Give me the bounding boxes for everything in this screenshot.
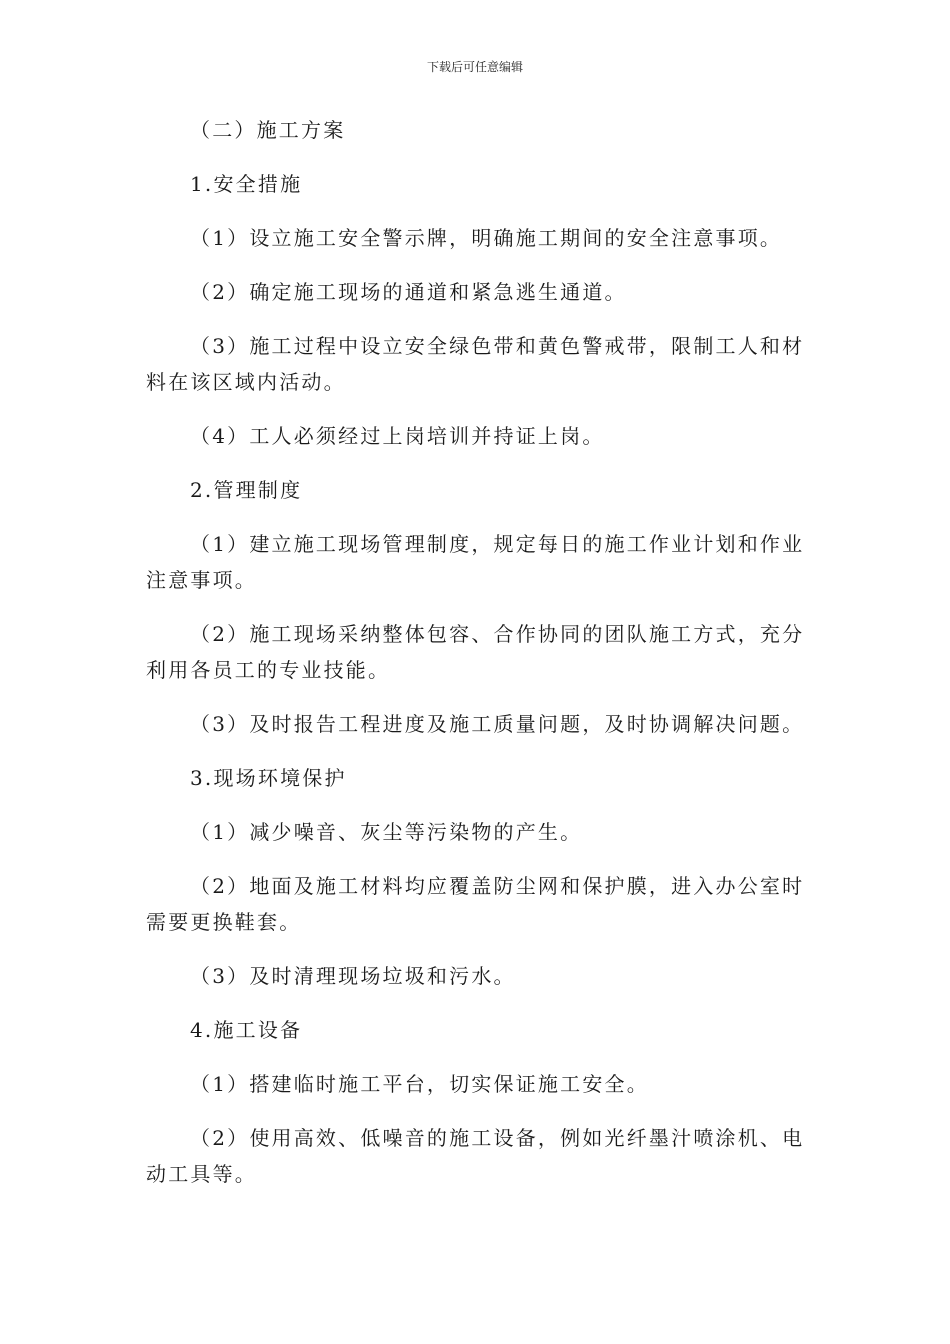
list-item: （3）施工过程中设立安全绿色带和黄色警戒带，限制工人和材料在该区域内活动。 bbox=[146, 334, 805, 394]
list-item: （2）使用高效、低噪音的施工设备，例如光纤墨汁喷涂机、电动工具等。 bbox=[146, 1126, 805, 1186]
list-item: （2）地面及施工材料均应覆盖防尘网和保护膜，进入办公室时需要更换鞋套。 bbox=[146, 874, 805, 934]
section-heading: （二）施工方案 bbox=[190, 118, 346, 142]
list-item: （3）及时报告工程进度及施工质量问题，及时协调解决问题。 bbox=[190, 712, 805, 736]
list-item: （4）工人必须经过上岗培训并持证上岗。 bbox=[190, 424, 605, 448]
document-body bbox=[146, 112, 808, 1210]
list-item: （1）设立施工安全警示牌，明确施工期间的安全注意事项。 bbox=[190, 226, 783, 250]
list-item: （1）减少噪音、灰尘等污染物的产生。 bbox=[190, 820, 583, 844]
list-item: （1）搭建临时施工平台，切实保证施工安全。 bbox=[190, 1072, 649, 1096]
list-item: （2）施工现场采纳整体包容、合作协同的团队施工方式，充分利用各员工的专业技能。 bbox=[146, 622, 805, 682]
subsection-heading: 3.现场环境保护 bbox=[190, 766, 347, 790]
page-header-note: 下载后可任意编辑 bbox=[426, 60, 523, 74]
list-item: （3）及时清理现场垃圾和污水。 bbox=[190, 964, 516, 988]
list-item: （2）确定施工现场的通道和紧急逃生通道。 bbox=[190, 280, 627, 304]
list-item: （1）建立施工现场管理制度，规定每日的施工作业计划和作业注意事项。 bbox=[146, 532, 805, 592]
subsection-heading: 1.安全措施 bbox=[190, 172, 303, 196]
subsection-heading: 2.管理制度 bbox=[190, 478, 303, 502]
subsection-heading: 4.施工设备 bbox=[190, 1018, 303, 1042]
